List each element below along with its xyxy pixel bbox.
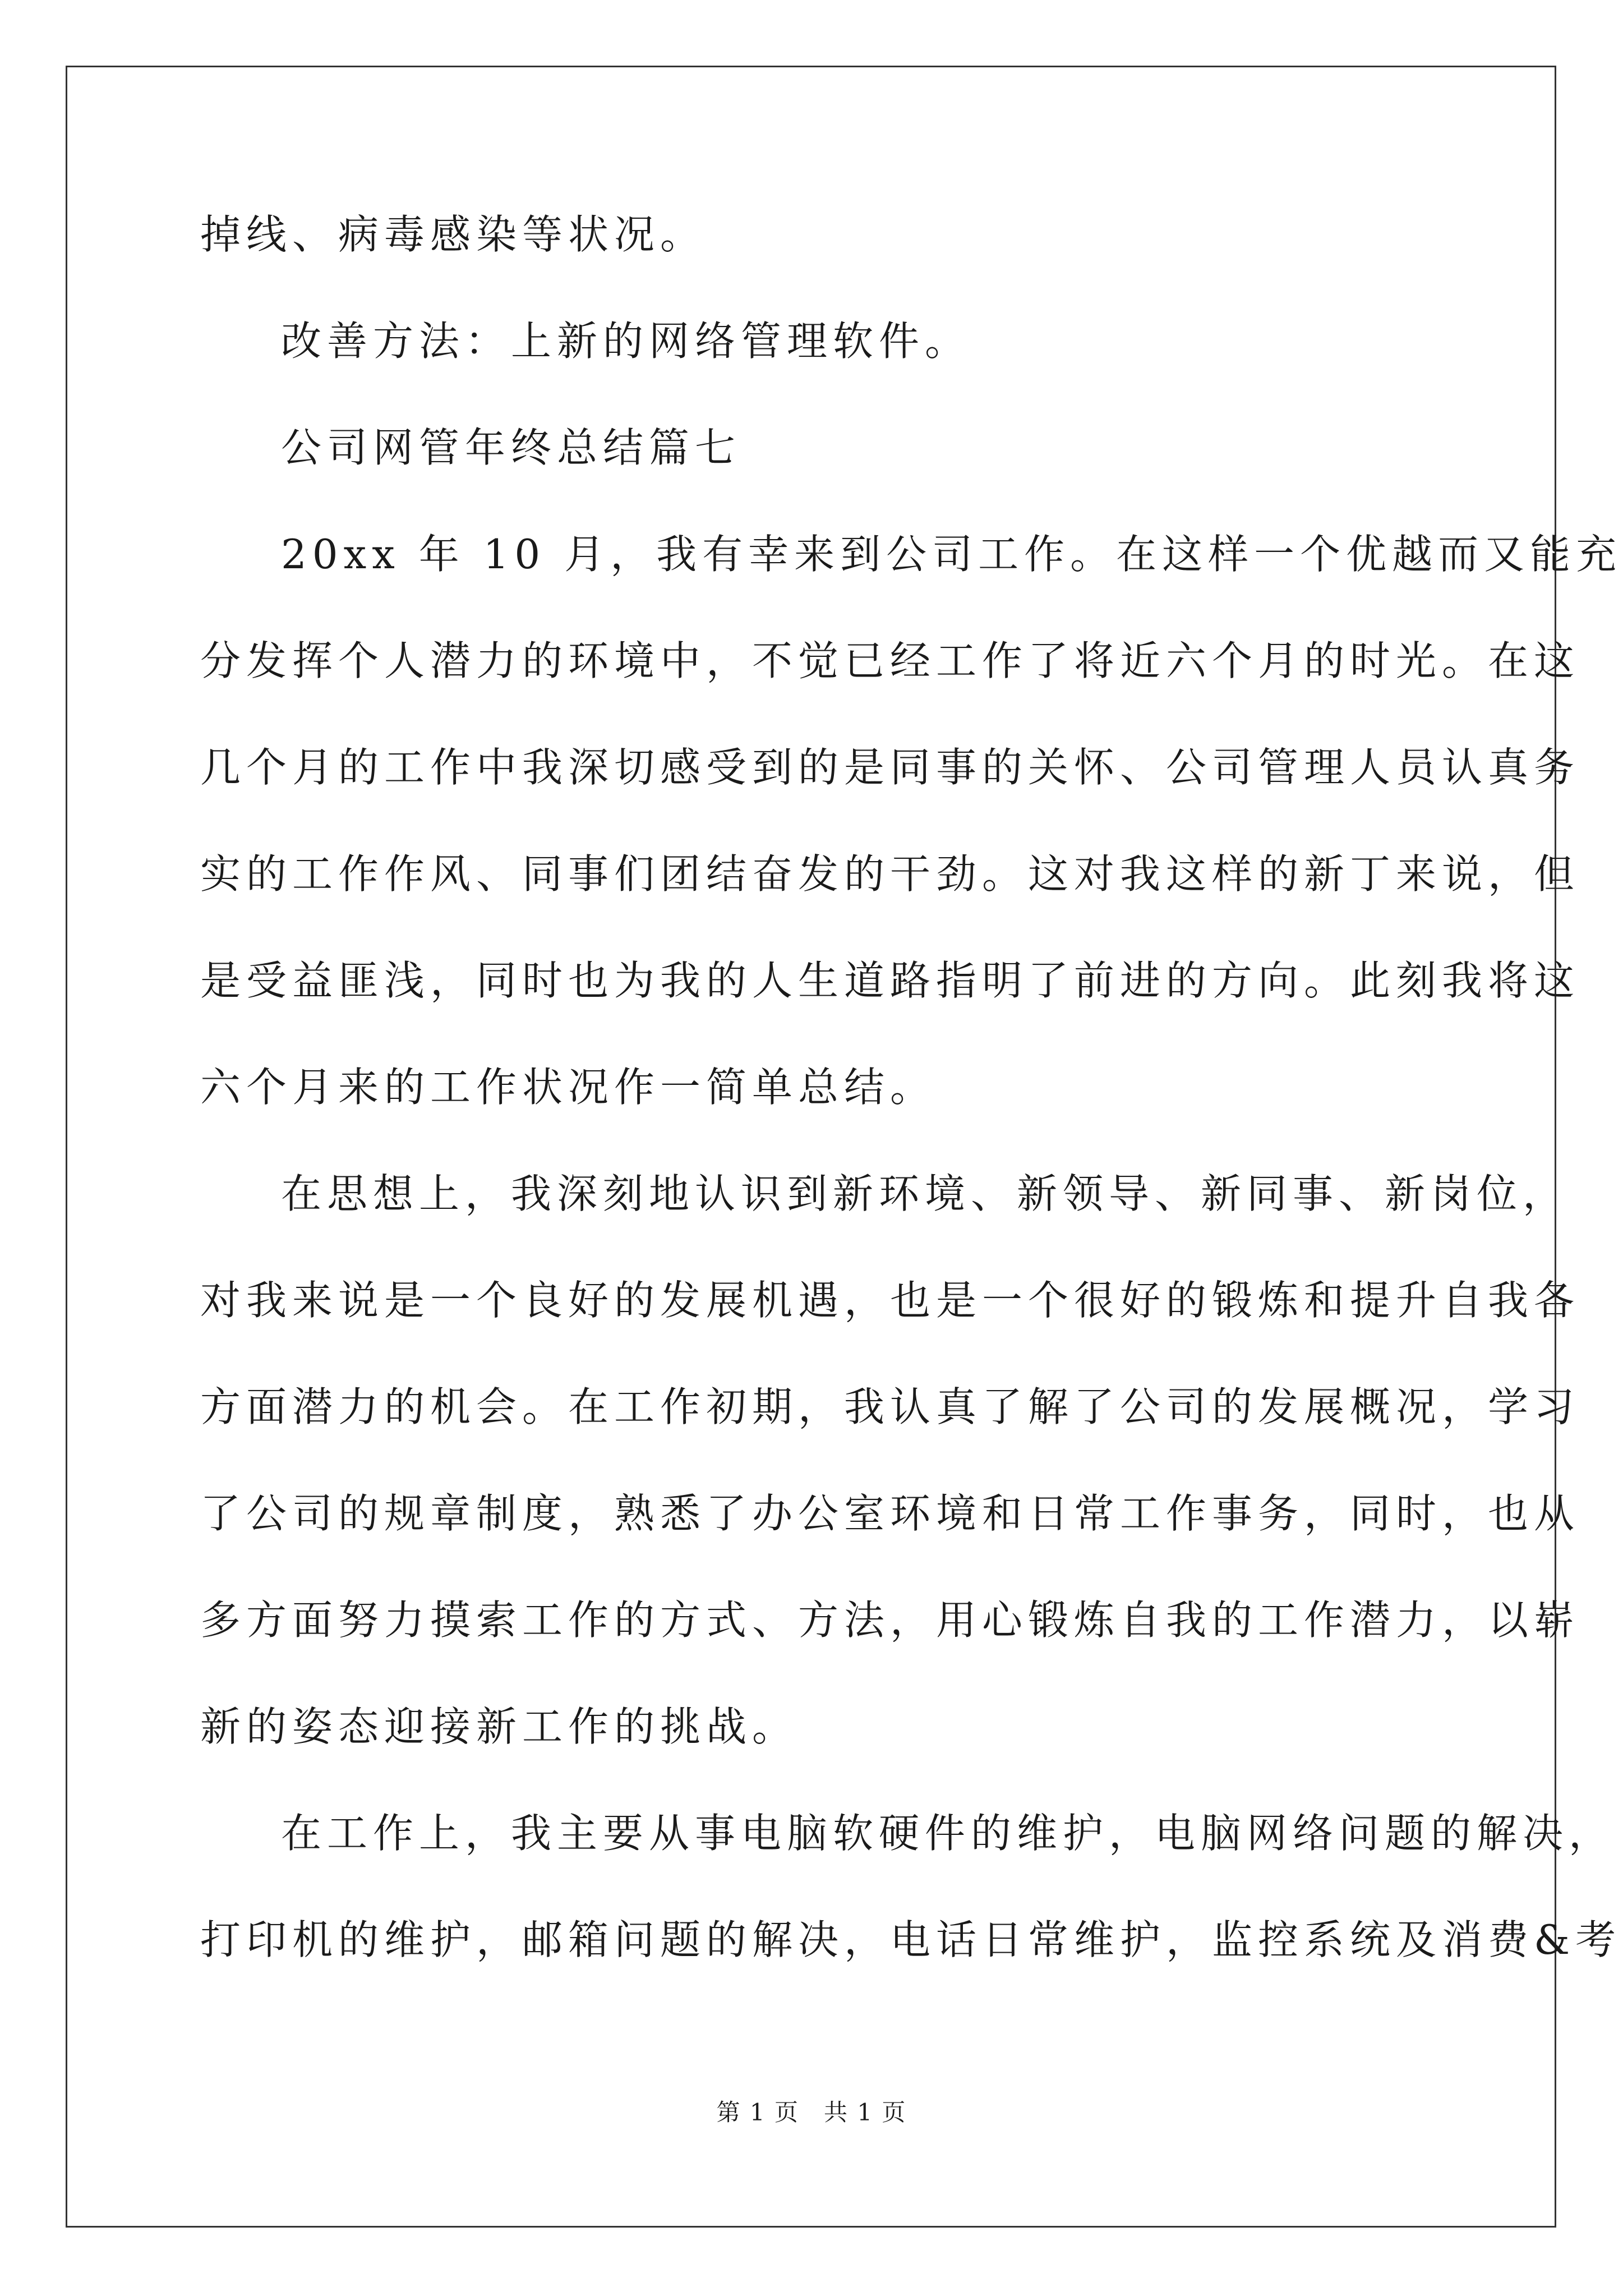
text-line: 20xx 年 10 月，我有幸来到公司工作。在这样一个优越而又能充 xyxy=(281,531,1622,578)
text-line: 分发挥个人潜力的环境中，不觉已经工作了将近六个月的时光。在这 xyxy=(200,637,1580,684)
page-border xyxy=(66,66,1556,2228)
text-line: 改善方法：上新的网络管理软件。 xyxy=(281,318,971,365)
text-line: 在工作上，我主要从事电脑软硬件的维护，电脑网络问题的解决， xyxy=(281,1810,1615,1857)
text-line: 打印机的维护，邮箱问题的解决，电话日常维护，监控系统及消费&考 xyxy=(200,1916,1622,1963)
text-line: 方面潜力的机会。在工作初期，我认真了解了公司的发展概况，学习 xyxy=(200,1383,1580,1430)
text-line: 六个月来的工作状况作一简单总结。 xyxy=(200,1064,937,1111)
text-line: 几个月的工作中我深切感受到的是同事的关怀、公司管理人员认真务 xyxy=(200,744,1580,791)
text-line: 实的工作作风、同事们团结奋发的干劲。这对我这样的新丁来说，但 xyxy=(200,850,1580,898)
page-footer: 第 1 页 共 1 页 xyxy=(716,2099,907,2126)
text-line: 是受益匪浅，同时也为我的人生道路指明了前进的方向。此刻我将这 xyxy=(200,957,1580,1004)
text-line: 掉线、病毒感染等状况。 xyxy=(200,211,707,258)
text-line: 新的姿态迎接新工作的挑战。 xyxy=(200,1703,799,1750)
text-line: 对我来说是一个良好的发展机遇，也是一个很好的锻炼和提升自我各 xyxy=(200,1277,1580,1324)
text-line: 多方面努力摸索工作的方式、方法，用心锻炼自我的工作潜力，以崭 xyxy=(200,1596,1580,1644)
text-line: 了公司的规章制度，熟悉了办公室环境和日常工作事务，同时，也从 xyxy=(200,1490,1580,1537)
section-heading: 公司网管年终总结篇七 xyxy=(281,424,741,471)
text-line: 在思想上，我深刻地认识到新环境、新领导、新同事、新岗位， xyxy=(281,1170,1569,1217)
